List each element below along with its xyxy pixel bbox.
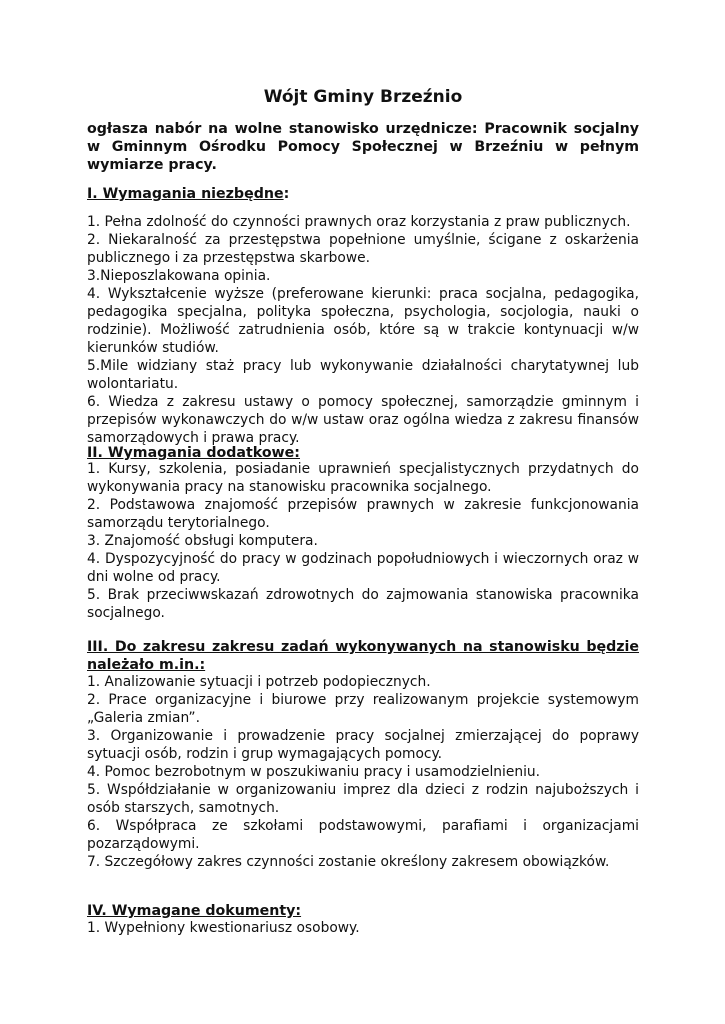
list-item: 2. Prace organizacyjne i biurowe przy realizowanym projekcie systemowym „Galeria zmian”. (87, 692, 639, 726)
additional-requirements-list (87, 460, 639, 622)
section-heading-text: II. Wymagania dodatkowe: (87, 445, 300, 461)
list-item: 5.Mile widziany staż pracy lub wykonywanie działalności charytatywnej lub wolontariatu. (87, 358, 639, 392)
announcement-intro: ogłasza nabór na wolne stanowisko urzędnicze: Pracownik socjalny w Gminnym Ośrodku Pomocy Społecznej w Brzeźniu w pełnym wymiarze pracy. (87, 121, 639, 173)
list-item: 3. Organizowanie i prowadzenie pracy socjalnej zmierzającej do poprawy sytuacji osób, rodzin i grup wymagających pomocy. (87, 728, 639, 762)
list-item: 2. Niekaralność za przestępstwa popełnione umyślnie, ścigane z oskarżenia publicznego i za przestępstwa skarbowe. (87, 232, 639, 266)
section-heading-text: I. Wymagania niezbędne (87, 186, 284, 202)
list-item: 3.Nieposzlakowana opinia. (87, 268, 271, 284)
section-heading-duties (87, 638, 639, 674)
list-item: 5. Brak przeciwwskazań zdrowotnych do zajmowania stanowiska pracownika socjalnego. (87, 587, 639, 621)
list-item: 1. Wypełniony kwestionariusz osobowy. (87, 920, 360, 936)
section-heading-required (87, 185, 639, 203)
section-heading-suffix: : (283, 186, 290, 202)
list-item: 4. Pomoc bezrobotnym w poszukiwaniu pracy i usamodzielnieniu. (87, 764, 541, 780)
section-heading-text: IV. Wymagane dokumenty: (87, 903, 302, 919)
documents-list (87, 919, 639, 937)
list-item: 6. Wiedza z zakresu ustawy o pomocy społecznej, samorządzie gminnym i przepisów wykonawczych do w/w ustaw oraz ogólna wiedza z zakresu finansów samorządowych i prawa pracy. (87, 394, 639, 446)
list-item: 1. Analizowanie sytuacji i potrzeb podopiecznych. (87, 674, 431, 690)
section-heading-text: III. Do zakresu zakresu zadań wykonywanych na stanowisku będzie należało m.in.: (87, 639, 639, 673)
list-item: 6. Współpraca ze szkołami podstawowymi, parafiami i organizacjami pozarządowymi. (87, 818, 639, 852)
list-item: 3. Znajomość obsługi komputera. (87, 533, 318, 549)
list-item: 1. Kursy, szkolenia, posiadanie uprawnień specjalistycznych przydatnych do wykonywania pracy na stanowisku pracownika socjalnego. (87, 461, 639, 495)
list-item: 2. Podstawowa znajomość przepisów prawnych w zakresie funkcjonowania samorządu terytorialnego. (87, 497, 639, 531)
list-item: 4. Dyspozycyjność do pracy w godzinach popołudniowych i wieczornych oraz w dni wolne od pracy. (87, 551, 639, 585)
list-item: 4. Wykształcenie wyższe (preferowane kierunki: praca socjalna, pedagogika, pedagogika specjalna, polityka społeczna, psychologia, socjologia, nauki o rodzinie). Możliwość zatrudnienia osób, które są w trakcie kontynuacji w/w kierunków studiów. (87, 286, 639, 356)
list-item: 5. Współdziałanie w organizowaniu imprez dla dzieci z rodzin najuboższych i osób starszych, samotnych. (87, 782, 639, 816)
section-heading-documents (87, 902, 639, 920)
page-title: Wójt Gminy Brzeźnio (263, 87, 463, 107)
list-item: 7. Szczegółowy zakres czynności zostanie określony zakresem obowiązków. (87, 854, 610, 870)
duties-list (87, 673, 639, 871)
list-item: 1. Pełna zdolność do czynności prawnych oraz korzystania z praw publicznych. (87, 214, 631, 230)
requirements-list (87, 213, 639, 447)
